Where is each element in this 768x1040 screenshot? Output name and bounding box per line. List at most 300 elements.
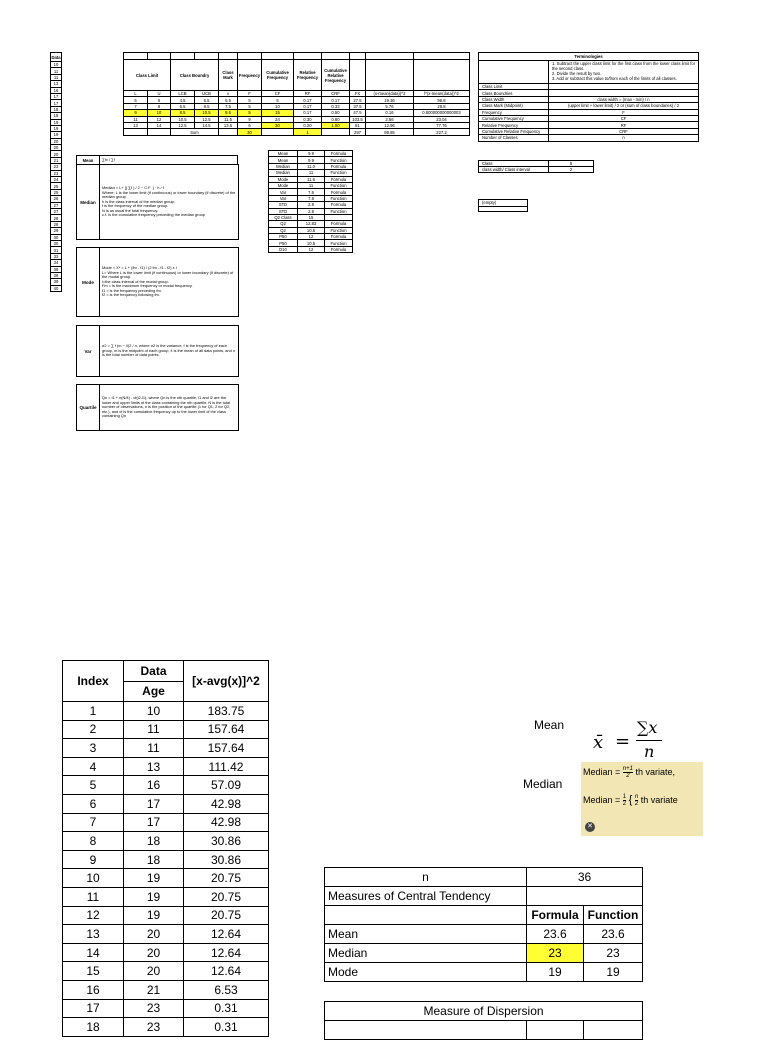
cf-header: Cumulative Frequency	[262, 60, 294, 91]
median-line1-pre: Median =	[583, 766, 623, 777]
sum-weighted-squared-deviation: 227.2	[414, 129, 470, 135]
deviation-squared-cell: 157.64	[184, 739, 269, 758]
summary-measure-row	[269, 157, 353, 163]
frequency-cell: 5	[238, 97, 262, 103]
median-box-text: Median = L+ [( ∑f ) / 2 − C.F ] · h / f Where: L is the lower limit (if continuous) or lower boundary (if discrete) of the median group. h is the class interval of the median group. f is the frequency of the median group. N is as usual the total frequency. c.f. is the cumulative frequency preceding the median group	[102, 184, 236, 218]
summary-measure-cell: 11	[298, 170, 325, 176]
frequency-cell: 5.5	[219, 97, 238, 103]
sum-label: Sum	[171, 129, 219, 135]
empty-cell	[124, 129, 148, 135]
summary-measure-cell: Function	[325, 195, 353, 201]
age-cell: 23	[124, 1018, 184, 1037]
subheader-cell: UCB	[195, 91, 219, 97]
age-cell: 18	[124, 832, 184, 851]
summary-measure-cell: 12	[298, 234, 325, 240]
median-formula-image: Median = $\frac{n+1}{2}$ th variate, Median = $\frac{1}{2}$ { $\frac{n}{2}$ th variate ✕	[581, 762, 703, 836]
formula-column-header: Formula	[527, 906, 584, 925]
summary-measure-cell: Q2	[269, 221, 298, 227]
median-line1-num: n+1	[622, 766, 633, 772]
median-line2-half-num: 1	[622, 794, 627, 801]
terminologies-title: Terminologies	[479, 53, 699, 61]
index-cell: 13	[63, 925, 124, 944]
deviation-squared-cell: 0.31	[184, 1018, 269, 1037]
deviation-squared-cell: 20.75	[184, 906, 269, 925]
frequency-cell: 19.36	[366, 97, 414, 103]
median-line2-inner-den: 2	[634, 801, 639, 808]
age-cell: 19	[124, 887, 184, 906]
central-tendency-row	[325, 963, 643, 982]
data-cell: 25	[51, 189, 62, 195]
frequency-cell: 96.8	[414, 97, 470, 103]
deviation-squared-cell: 42.98	[184, 813, 269, 832]
summary-measure-cell: 10.5	[298, 227, 325, 233]
data-cell: 20	[51, 151, 62, 157]
frequency-cell: 0.17	[294, 103, 322, 109]
summary-measure-cell: Median	[269, 163, 298, 169]
empty-cell	[148, 129, 171, 135]
summary-measure-row	[269, 189, 353, 195]
index-cell: 7	[63, 813, 124, 832]
deviation-squared-cell: 6.53	[184, 980, 269, 999]
summary-measure-row	[269, 240, 353, 246]
frequency-cell: 14.5	[195, 122, 219, 128]
age-table-row	[63, 739, 269, 758]
data-cell: 18	[51, 106, 62, 112]
index-cell: 3	[63, 739, 124, 758]
dispersion-table	[324, 1001, 642, 1040]
data-cell: 30	[51, 240, 62, 246]
mode-formula-box	[76, 247, 239, 317]
summary-measure-cell: Formula	[325, 234, 353, 240]
class-mark-header: Class Mark	[219, 60, 238, 91]
terminologies-table	[478, 52, 698, 212]
age-cell: 17	[124, 794, 184, 813]
index-cell: 15	[63, 962, 124, 981]
age-cell: 19	[124, 906, 184, 925]
data-cell: 28	[51, 215, 62, 221]
frequency-cell: 0.80	[322, 116, 350, 122]
summary-measure-cell: Function	[325, 170, 353, 176]
terminology-term: Number of Classes	[479, 135, 549, 141]
rf-header: Relative Frequency	[294, 60, 322, 91]
summary-measure-row	[269, 176, 353, 182]
frequency-cell: 5	[124, 97, 148, 103]
mean-box-text: ∑fx / ∑f	[102, 156, 115, 162]
summary-measure-cell: Formula	[325, 202, 353, 208]
median-line1-post: th variate,	[635, 766, 676, 777]
median-line2-pre: Median =	[583, 795, 623, 805]
frequency-cell: 9	[124, 110, 148, 116]
summary-measure-cell: 2.8	[298, 208, 325, 214]
summary-measures-table	[268, 150, 352, 253]
summary-measure-cell: 9.9	[298, 157, 325, 163]
index-cell: 14	[63, 943, 124, 962]
class-boundary-header: Class Boundry	[171, 60, 219, 91]
subheader-cell: CRF	[322, 91, 350, 97]
empty-cell	[262, 129, 294, 135]
age-table-row	[63, 925, 269, 944]
index-header: Index	[63, 661, 124, 702]
median-line2-inner-num: n	[634, 794, 639, 801]
subheader-cell: FX	[350, 91, 366, 97]
data-column	[50, 52, 62, 292]
measure-function-value: 23.6	[584, 925, 643, 944]
summary-measure-cell: 10.5	[298, 240, 325, 246]
terminology-row	[479, 103, 699, 109]
age-cell: 13	[124, 757, 184, 776]
measure-formula-value: 19	[527, 963, 584, 982]
summary-measure-row	[269, 182, 353, 188]
data-cell: 17	[51, 100, 62, 106]
summary-measure-cell: Q2	[269, 227, 298, 233]
frequency-cell: 12	[148, 116, 171, 122]
subheader-cell: U	[148, 91, 171, 97]
data-cell: 29	[51, 228, 62, 234]
frequency-cell: 37.5	[350, 103, 366, 109]
mean-formula-num: ∑x	[637, 718, 658, 737]
frequency-cell: 77.76	[414, 122, 470, 128]
mean-formula-den: n	[644, 742, 655, 761]
sum-frequency: 30	[238, 129, 262, 135]
frequency-cell: 1.00	[322, 122, 350, 128]
age-table-row	[63, 980, 269, 999]
age-table	[62, 660, 268, 1037]
summary-measure-cell: Mean	[269, 151, 298, 157]
deviation-squared-cell: 20.75	[184, 887, 269, 906]
empty-cell: (empty)	[479, 200, 528, 206]
summary-measure-cell: 9.9	[298, 151, 325, 157]
terminology-definition: (upper limit + lower limit) / 2 or (sum of class boundaries) / 2	[549, 103, 699, 109]
age-table-row	[63, 702, 269, 721]
index-cell: 1	[63, 702, 124, 721]
frequency-cell: 12.5	[171, 122, 195, 128]
index-cell: 12	[63, 906, 124, 925]
deviation-squared-cell: 20.75	[184, 869, 269, 888]
data-cell: 18	[51, 113, 62, 119]
age-table-row	[63, 906, 269, 925]
frequency-cell: 0.16	[366, 110, 414, 116]
frequency-cell: 30	[262, 122, 294, 128]
frequency-sum-row	[124, 129, 470, 135]
frequency-cell: 7	[124, 103, 148, 109]
age-cell: 23	[124, 999, 184, 1018]
age-cell: 21	[124, 980, 184, 999]
deviation-squared-cell: 30.86	[184, 850, 269, 869]
subheader-cell: x	[219, 91, 238, 97]
summary-measure-row	[269, 195, 353, 201]
age-cell: 20	[124, 925, 184, 944]
age-cell: 18	[124, 850, 184, 869]
frequency-cell: 12.96	[366, 122, 414, 128]
deviation-squared-cell: 157.64	[184, 720, 269, 739]
summary-measure-cell: P50	[269, 234, 298, 240]
quartile-box-label: Quartile	[77, 385, 100, 430]
n-label: n	[325, 868, 527, 887]
data-cell: 24	[51, 177, 62, 183]
summary-measure-row	[269, 246, 353, 252]
summary-measure-row	[269, 221, 353, 227]
index-cell: 9	[63, 850, 124, 869]
close-circle-icon[interactable]: ✕	[585, 822, 595, 832]
frequency-cell: 9.5	[219, 110, 238, 116]
summary-measure-cell: Var	[269, 189, 298, 195]
measure-function-value: 23	[584, 944, 643, 963]
age-table-row	[63, 850, 269, 869]
frequency-cell: 8.5	[171, 110, 195, 116]
summary-measure-cell: 2.8	[298, 202, 325, 208]
frequency-cell: 0.17	[322, 97, 350, 103]
frequency-cell: 6.5	[195, 97, 219, 103]
age-cell: 11	[124, 739, 184, 758]
data-cell: 31	[51, 247, 62, 253]
frequency-cell: 8.5	[195, 103, 219, 109]
age-table-row	[63, 794, 269, 813]
mode-box-label: Mode	[77, 248, 100, 316]
terminology-term: Class Width	[479, 96, 549, 102]
frequency-cell: 9	[238, 116, 262, 122]
age-cell: 20	[124, 962, 184, 981]
class-width-label: class width/ Class interval	[479, 166, 549, 172]
frequency-cell: 15	[262, 110, 294, 116]
deviation-squared-cell: 12.64	[184, 925, 269, 944]
median-box-label: Median	[77, 165, 100, 239]
summary-measure-cell: Formula	[325, 189, 353, 195]
empty-cell	[322, 129, 350, 135]
summary-measure-cell: Function	[325, 182, 353, 188]
data-cell: 19	[51, 125, 62, 131]
frequency-cell: 27.5	[350, 97, 366, 103]
frequency-cell: 24	[262, 116, 294, 122]
terminology-term: Cumulative Relative Frequency	[479, 128, 549, 134]
data-cell: 34	[51, 260, 62, 266]
frequency-cell: 11	[124, 116, 148, 122]
index-cell: 5	[63, 776, 124, 795]
terminology-row	[479, 135, 699, 141]
frequency-cell: 14	[148, 122, 171, 128]
summary-measure-cell: 11.0	[298, 163, 325, 169]
median-label: Median	[523, 777, 563, 791]
terminology-definition: CRF	[549, 128, 699, 134]
terminology-term: Cumulative Frequency	[479, 115, 549, 121]
frequency-cell: 13.5	[219, 122, 238, 128]
data-column-header: Data	[51, 54, 61, 60]
terminology-term: Class Limit	[479, 84, 549, 90]
measure-formula-value: 23	[527, 944, 584, 963]
mean-formula-image	[593, 718, 673, 761]
subheader-cell: f*(x-mean(data))^2	[414, 91, 470, 97]
data-cell: 25	[51, 183, 62, 189]
data-cell: 39	[51, 279, 62, 285]
summary-measure-cell: Formula	[325, 176, 353, 182]
summary-measure-cell: Formula	[325, 221, 353, 227]
data-header: Data	[124, 661, 184, 682]
age-table-row	[63, 757, 269, 776]
summary-measure-cell: Var	[269, 195, 298, 201]
frequency-cell: 6	[238, 122, 262, 128]
deviation-squared-cell: 57.09	[184, 776, 269, 795]
age-cell: 16	[124, 776, 184, 795]
mean-formula-eq: =	[615, 731, 631, 752]
frequency-cell: 5	[238, 103, 262, 109]
sum-relative-frequency: 1	[294, 129, 322, 135]
age-table-row	[63, 943, 269, 962]
sum-fx: 297	[350, 129, 366, 135]
frequency-cell: 10	[148, 110, 171, 116]
subheader-cell: (x-mean(data))^2	[366, 91, 414, 97]
summary-measure-cell: 15	[298, 214, 325, 220]
index-cell: 16	[63, 980, 124, 999]
summary-measure-row	[269, 170, 353, 176]
summary-measure-cell: 7.8	[298, 195, 325, 201]
measure-name: Mean	[325, 925, 527, 944]
summary-measure-cell: 11.6	[298, 176, 325, 182]
age-table-row	[63, 869, 269, 888]
age-cell: 19	[124, 869, 184, 888]
summary-measure-cell: 7.6	[298, 189, 325, 195]
central-tendency-title: Measures of Central Tendency	[325, 887, 527, 906]
summary-measure-cell: Mode	[269, 176, 298, 182]
mean-formula-lhs: x̄	[593, 732, 604, 753]
data-column-row	[51, 285, 62, 291]
data-cell: 40	[51, 285, 62, 291]
index-cell: 11	[63, 887, 124, 906]
terminology-term: Frequency	[479, 109, 549, 115]
frequency-cell: 6.5	[171, 103, 195, 109]
summary-measure-row	[269, 163, 353, 169]
summary-measure-cell: D10	[269, 246, 298, 252]
summary-measure-cell: Mode	[269, 182, 298, 188]
summary-measure-row	[269, 234, 353, 240]
age-table-row	[63, 887, 269, 906]
frequency-cell: 103.5	[350, 116, 366, 122]
summary-measure-cell: 11	[298, 182, 325, 188]
mean-box-label: Mean	[77, 156, 100, 164]
age-table-row	[63, 813, 269, 832]
frequency-cell: 13	[124, 122, 148, 128]
data-cell: 20	[51, 145, 62, 151]
summary-measure-cell: Formula	[325, 163, 353, 169]
mode-box-text: Mode = X* = L + (fm - f1) / (2 fm - f1 - f2) x i L= Where L is the lower limit (if continuous) or lower boundary (if discrete) of the modal group. i=the class interval of the modal group. Fm = is the maximum frequency or modal frequency. f1 = is the frequency preceding fm. f2 = is the frequency following fm.	[102, 264, 234, 298]
data-cell: 13	[51, 81, 62, 87]
central-tendency-row	[325, 925, 643, 944]
data-cell: 19	[51, 132, 62, 138]
data-cell: 26	[51, 196, 62, 202]
terminology-term: Class Mark (Midpoint)	[479, 103, 549, 109]
median-line2-half-den: 2	[622, 801, 627, 808]
summary-measure-cell: 12.83	[298, 221, 325, 227]
frequency-cell: 12.5	[195, 116, 219, 122]
summary-measure-cell: Median	[269, 170, 298, 176]
class-label: Class	[479, 160, 549, 166]
central-tendency-row	[325, 944, 643, 963]
data-cell: 28	[51, 221, 62, 227]
central-tendency-table	[324, 867, 642, 982]
class-width-value: 2	[549, 166, 594, 172]
function-column-header: Function	[584, 906, 643, 925]
terminology-term: Relative Frequency	[479, 122, 549, 128]
quartile-formula-box	[76, 384, 239, 431]
frequency-cell: 0.20	[294, 122, 322, 128]
data-cell: 23	[51, 170, 62, 176]
index-cell: 2	[63, 720, 124, 739]
summary-measure-cell: Function	[325, 240, 353, 246]
summary-measure-cell: STD	[269, 202, 298, 208]
summary-measure-row	[269, 202, 353, 208]
data-cell: 33	[51, 253, 62, 259]
frequency-cell: 47.5	[350, 110, 366, 116]
terminologies-steps: 1. Subtract the upper class limit for the first class from the lower class limit for the second class. 2. Divide the result by two. 3. Add or subtract this value to/from each of the limits of all classes.	[549, 61, 699, 84]
terminology-definition: F	[549, 109, 699, 115]
age-cell: 10	[124, 702, 184, 721]
n-value: 36	[527, 868, 643, 887]
frequency-cell: 0.33	[322, 103, 350, 109]
summary-measure-cell: Q2 Class	[269, 214, 298, 220]
age-table-row	[63, 999, 269, 1018]
index-cell: 6	[63, 794, 124, 813]
age-table-row	[63, 832, 269, 851]
median-formula-box	[76, 164, 239, 240]
index-cell: 17	[63, 999, 124, 1018]
frequency-cell: 10	[262, 103, 294, 109]
age-table-row	[63, 1018, 269, 1037]
summary-measure-cell: Formula	[325, 246, 353, 252]
summary-measure-cell: Function	[325, 157, 353, 163]
terminology-definition: class width = (max - min) / n	[549, 96, 699, 102]
class-value: 5	[549, 160, 594, 166]
var-box-label: Var	[77, 326, 100, 376]
frequency-cell: 5.76	[366, 103, 414, 109]
frequency-cell: 5	[262, 97, 294, 103]
sum-squared-deviation: 98.85	[366, 129, 414, 135]
summary-measure-cell: Function	[325, 227, 353, 233]
data-cell: 17	[51, 93, 62, 99]
var-box-text: σ2 = ∑ f (m − x̄)2 / n, where σ2 is the variance, f is the frequency of each group, m is the midpoint of each group, x̄ is the mean of all data points, and n is the total number of data points.	[102, 343, 237, 358]
frequency-cell: 28.8	[414, 103, 470, 109]
quartile-box-text: Qn = l1 + n(N/4) - cf(l2-l1), where Qn is the nth quartile, l1 and l2 are the lower and upper limits of the class containing the nth quartile, N is the total number of observations, n is the position of the quartile (1 for Q1, 2 for Q2, etc.), and cf is the cumulative frequency up to the lower limit of the class containing Qn	[102, 395, 232, 419]
class-limit-header: Class Limit	[124, 60, 171, 91]
age-table-row	[63, 776, 269, 795]
terminology-definition: RF	[549, 122, 699, 128]
data-cell: 10	[51, 62, 62, 68]
summary-measure-cell: P50	[269, 240, 298, 246]
terminology-term: Class Boundries	[479, 90, 549, 96]
data-cell: 23	[51, 164, 62, 170]
measure-function-value: 19	[584, 963, 643, 982]
crf-header: Cumulative Relative Frequency	[322, 60, 350, 91]
index-cell: 8	[63, 832, 124, 851]
deviation-squared-cell: 30.86	[184, 832, 269, 851]
frequency-cell: 81	[350, 122, 366, 128]
data-cell: 27	[51, 202, 62, 208]
deviation-squared-cell: 0.31	[184, 999, 269, 1018]
age-cell: 20	[124, 943, 184, 962]
data-cell: 19	[51, 119, 62, 125]
frequency-cell: 11.5	[219, 116, 238, 122]
frequency-cell: 0.17	[294, 110, 322, 116]
data-cell: 20	[51, 138, 62, 144]
frequency-header: Frequency	[238, 60, 262, 91]
deviation-squared-cell: 111.42	[184, 757, 269, 776]
frequency-cell: 8	[148, 103, 171, 109]
measure-formula-value: 23.6	[527, 925, 584, 944]
summary-measure-cell: 12	[298, 246, 325, 252]
mean-label: Mean	[534, 718, 565, 732]
measure-name: Median	[325, 944, 527, 963]
frequency-cell: 2.56	[366, 116, 414, 122]
summary-measure-cell: Function	[325, 208, 353, 214]
summary-measure-row	[269, 227, 353, 233]
frequency-cell: 0.800000000000003	[414, 110, 470, 116]
